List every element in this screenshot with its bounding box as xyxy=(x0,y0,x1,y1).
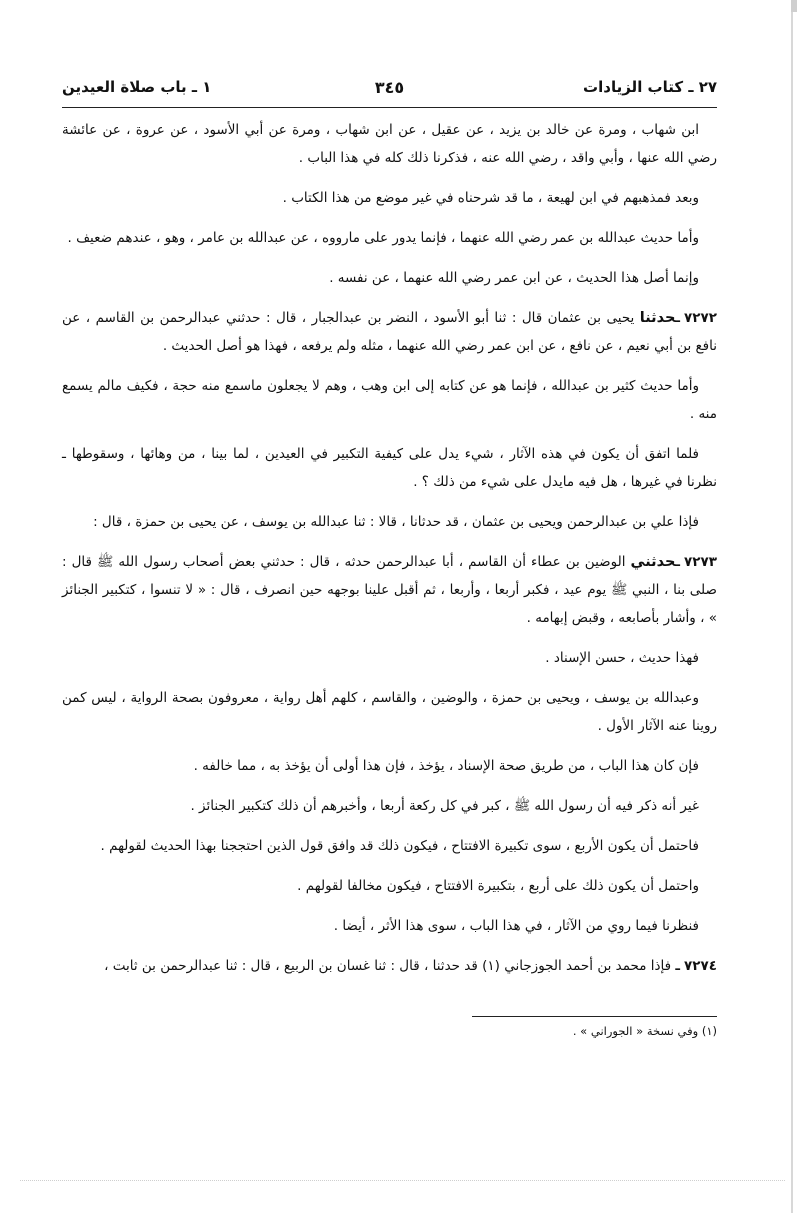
paragraph-text: وعبدالله بن يوسف ، ويحيى بن حمزة ، والوضين ، والقاسم ، كلهم أهل رواية ، معروفون بصحة الرواية ، ليس كمن روينا عنه الآثار الأول . xyxy=(62,690,717,734)
paragraph xyxy=(62,912,717,940)
paragraph-text: فاحتمل أن يكون الأربع ، سوى تكبيرة الافتتاح ، فيكون ذلك قد وافق قول الذين احتججنا بهذا الحديث لقولهم . xyxy=(100,838,699,854)
paragraph-text: فإذا علي بن عبدالرحمن ويحيى بن عثمان ، قد حدثانا ، قالا : ثنا عبدالله بن يوسف ، عن يحيى بن حمزة ، قال : xyxy=(93,514,699,530)
running-header xyxy=(62,72,717,108)
transmission-word: حدثني xyxy=(630,554,676,570)
paragraph xyxy=(62,264,717,292)
paragraph-text: وإنما أصل هذا الحديث ، عن ابن عمر رضي الله عنهما ، عن نفسه . xyxy=(329,270,699,286)
paragraph-text: يحيى بن عثمان قال : ثنا أبو الأسود ، النضر بن عبدالجبار ، قال : حدثني عبدالرحمن بن القاسم ، عن نافع بن أبي نعيم ، عن نافع ، عن ابن عمر رضي الله عنهما ، مثله ولم يرفعه ، فهذا هو أصل الحديث . xyxy=(62,310,717,354)
footnote: (١) وفي نسخة « الجوراني » . xyxy=(572,1024,717,1038)
hadith-7274 xyxy=(62,952,717,980)
paragraph-text: فلما اتفق أن يكون في هذه الآثار ، شيء يدل على كيفية التكبير في العيدين ، لما بينا ، من وهائها ، وسقوطها ـ نظرنا في غيرها ، هل فيه مايدل على شيء من ذلك ؟ . xyxy=(62,446,717,490)
paragraph xyxy=(62,872,717,900)
number-dash: ـ xyxy=(675,554,681,570)
number-dash: ـ xyxy=(675,958,681,974)
hadith-7273 xyxy=(62,548,717,632)
paragraph-text: فإن كان هذا الباب ، من طريق صحة الإسناد ، يؤخذ ، فإن هذا أولى أن يؤخذ به ، مما خالفه . xyxy=(193,758,699,774)
header-chapter-title: ١ ـ باب صلاة العيدين xyxy=(62,78,212,96)
footnote-rule xyxy=(472,1016,717,1017)
spine-mark xyxy=(791,0,797,12)
hadith-number: ٧٢٧٣ xyxy=(684,554,717,570)
paragraph-text: ابن شهاب ، ومرة عن خالد بن يزيد ، عن عقيل ، عن ابن شهاب ، ومرة عن أبي الأسود ، عن عروة ، عن عائشة رضي الله عنها ، وأبي واقد ، رضي الله عنه ، فذكرنا ذلك كله في هذا الباب . xyxy=(62,122,717,166)
paragraph-text: وأما حديث عبدالله بن عمر رضي الله عنهما ، فإنما يدور على مارووه ، عن عبدالله بن عامر ، وهو ، عندهم ضعيف . xyxy=(67,230,699,246)
main-text xyxy=(62,116,717,992)
paragraph-text: وبعد فمذهبهم في ابن لهيعة ، ما قد شرحناه في غير موضع من هذا الكتاب . xyxy=(282,190,699,206)
hadith-number: ٧٢٧٢ xyxy=(684,310,717,326)
page-spine-edge xyxy=(791,0,793,1213)
paragraph xyxy=(62,644,717,672)
paragraph-text: الوضين بن عطاء أن القاسم ، أبا عبدالرحمن حدثه ، قال : حدثني بعض أصحاب رسول الله ﷺ قال : صلى بنا ، النبي ﷺ يوم عيد ، فكبر أربعا ، وأربعا ، ثم أقبل علينا بوجهه حين انصرف ، قال : « لا تنسوا ، كتكبير الجنائز » ، وأشار بأصابعه ، وقبض إبهامه . xyxy=(62,554,717,626)
header-book-title: ٢٧ ـ كتاب الزيادات xyxy=(583,78,717,96)
paragraph xyxy=(62,832,717,860)
transmission-word: حدثنا xyxy=(639,310,676,326)
paragraph xyxy=(62,184,717,212)
page-number: ٣٤٥ xyxy=(374,78,405,97)
paragraph xyxy=(62,372,717,428)
paragraph xyxy=(62,116,717,172)
paragraph xyxy=(62,792,717,820)
paragraph xyxy=(62,684,717,740)
number-dash: ـ xyxy=(675,310,681,326)
paragraph xyxy=(62,752,717,780)
paragraph-text: فإذا محمد بن أحمد الجوزجاني (١) قد حدثنا ، قال : ثنا غسان بن الربيع ، قال : ثنا عبدالرحمن بن ثابت ، xyxy=(104,958,672,974)
paragraph xyxy=(62,440,717,496)
paragraph xyxy=(62,508,717,536)
paragraph-text: واحتمل أن يكون ذلك على أربع ، بتكبيرة الافتتاح ، فيكون مخالفا لقولهم . xyxy=(297,878,699,894)
hadith-7272 xyxy=(62,304,717,360)
paragraph-text: غير أنه ذكر فيه أن رسول الله ﷺ ، كبر في كل ركعة أربعا ، وأخبرهم أن ذلك كتكبير الجنائز . xyxy=(190,798,699,814)
header-rule xyxy=(62,107,717,108)
paragraph-text: فنظرنا فيما روي من الآثار ، في هذا الباب ، سوى هذا الأثر ، أيضا . xyxy=(333,918,699,934)
paragraph-text: وأما حديث كثير بن عبدالله ، فإنما هو عن كتابه إلى ابن وهب ، وهم لا يجعلون ماسمع منه حجة ، فكيف مالم يسمع منه . xyxy=(62,378,717,422)
paragraph-text: فهذا حديث ، حسن الإسناد . xyxy=(545,650,699,666)
hadith-number: ٧٢٧٤ xyxy=(684,958,717,974)
paragraph xyxy=(62,224,717,252)
scan-bottom-dots xyxy=(20,1180,785,1181)
